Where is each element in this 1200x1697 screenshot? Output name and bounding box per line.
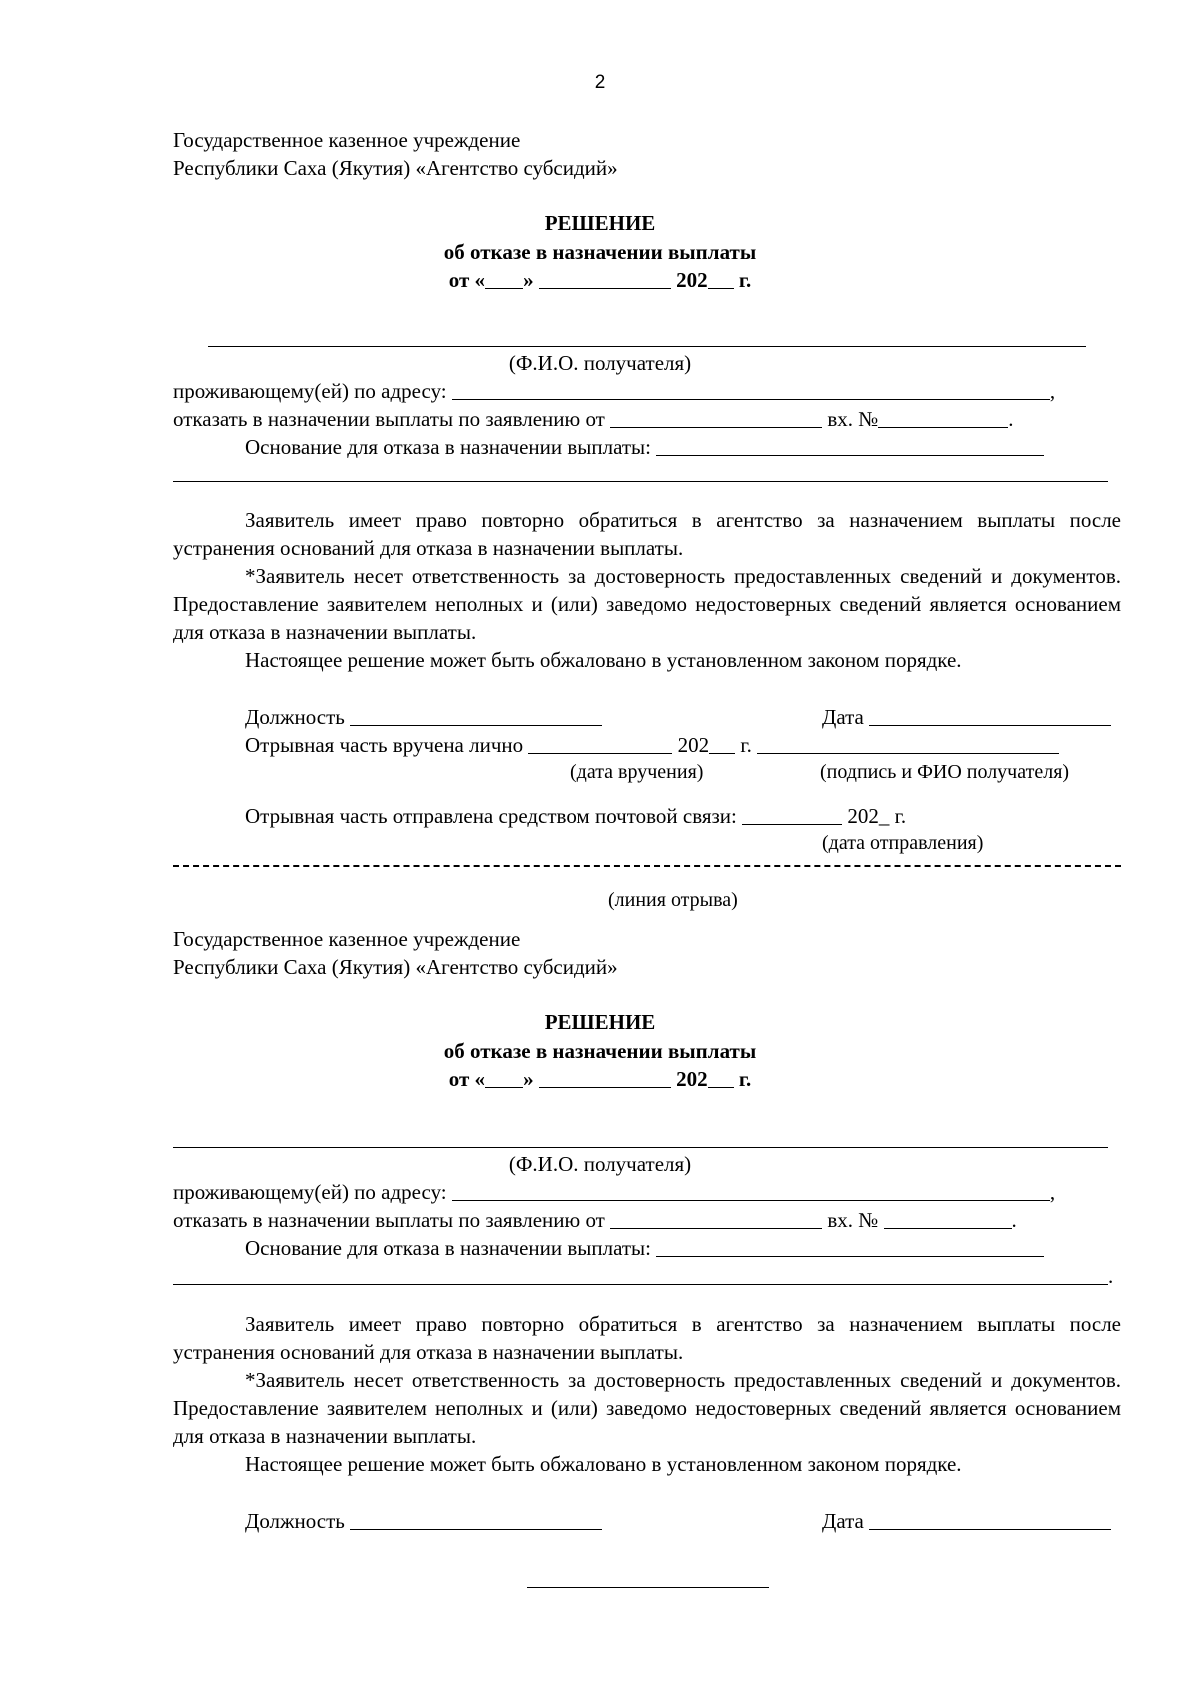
mailed-suffix: г. [894,804,907,828]
decision-subtitle: об отказе в назначении выплаты [443,240,757,264]
address-label: проживающему(ей) по адресу: [173,379,447,403]
date-year: 202 [676,1067,708,1091]
incoming-number-blank[interactable] [878,409,1008,428]
year-blank[interactable] [708,1069,734,1088]
position-blank[interactable] [350,707,602,726]
org-name-line1-copy: Государственное казенное учреждение [173,927,521,951]
basis-blank[interactable] [656,1238,1044,1257]
position-blank[interactable] [350,1511,602,1530]
year-blank[interactable] [708,270,734,289]
incoming-number-label: вх. № [827,1208,879,1232]
basis-continuation-blank[interactable] [173,481,1108,482]
decision-title-copy: РЕШЕНИЕ [544,1010,656,1034]
basis-label: Основание для отказа в назначении выплаты: [245,1236,652,1260]
address-comma: , [1049,379,1056,403]
address-blank[interactable] [452,1182,1050,1201]
mailed-date-blank[interactable] [742,806,842,825]
handed-suffix: г. [740,733,752,757]
position-label: Должность [245,705,345,729]
address-label: проживающему(ей) по адресу: [173,1180,447,1204]
decision-date-line-copy [0,1065,1200,1093]
handed-label: Отрывная часть вручена лично [245,733,524,757]
mailed-caption: (дата отправления) [822,832,984,854]
address-comma: , [1049,1180,1056,1204]
fio-blank-copy[interactable] [173,1147,1108,1148]
basis-line [245,433,1193,461]
address-line-copy [173,1178,1121,1206]
incoming-number-blank[interactable] [884,1210,1012,1229]
date-prefix: от « [448,1067,486,1091]
handed-year: 202 [677,733,710,757]
date-suffix: г. [738,1067,752,1091]
date-blank[interactable] [869,707,1111,726]
fio-caption-copy: (Ф.И.О. получателя) [508,1152,692,1176]
paragraph-responsibility-copy: *Заявитель несет ответственность за достоверность предоставленных сведений и документов. Предоставление заявителем неполных и (или) заведомо недостоверных сведений является основанием для отказа в назначении выплаты. [173,1368,1121,1448]
address-line [173,377,1121,405]
paragraph-reapply: Заявитель имеет право повторно обратиться в агентство за назначением выплаты после устранения оснований для отказа в назначении выплаты. [173,508,1121,560]
date-field [822,703,1122,731]
date-mid: » [523,268,534,292]
refuse-label: отказать в назначении выплаты по заявлению от [173,1208,605,1232]
month-blank[interactable] [539,270,671,289]
incoming-number-label: вх. № [827,407,879,431]
refuse-label: отказать в назначении выплаты по заявлению от [173,407,605,431]
mailed-year: 202_ [847,804,890,828]
date-label: Дата [822,1509,864,1533]
application-date-blank[interactable] [610,409,822,428]
position-label: Должность [245,1509,345,1533]
signature-caption: (подпись и ФИО получателя) [820,761,1070,783]
refuse-period: . [1008,407,1014,431]
paragraph-reapply-copy: Заявитель имеет право повторно обратиться в агентство за назначением выплаты после устранения оснований для отказа в назначении выплаты. [173,1312,1121,1364]
tear-line-caption: (линия отрыва) [608,889,738,911]
footer-rule [527,1587,769,1588]
handed-date-caption: (дата вручения) [570,761,704,783]
basis-period: . [1108,1264,1114,1288]
refuse-line-copy [173,1206,1121,1234]
decision-title: РЕШЕНИЕ [544,211,656,235]
day-blank[interactable] [485,270,523,289]
date-mid: » [523,1067,534,1091]
date-prefix: от « [448,268,486,292]
mailed-label: Отрывная часть отправлена средством почтовой связи: [245,804,737,828]
date-year: 202 [676,268,708,292]
basis-line-copy [245,1234,1193,1262]
day-blank[interactable] [485,1069,523,1088]
decision-subtitle-copy: об отказе в назначении выплаты [443,1039,757,1063]
month-blank[interactable] [539,1069,671,1088]
paragraph-appeal: Настоящее решение может быть обжаловано в установленном законом порядке. [245,648,962,672]
date-label: Дата [822,705,864,729]
mailed-line [245,802,1193,830]
refuse-period: . [1011,1208,1017,1232]
application-date-blank[interactable] [610,1210,822,1229]
fio-caption: (Ф.И.О. получателя) [508,351,692,375]
basis-blank[interactable] [656,437,1044,456]
refuse-line [173,405,1121,433]
signature-blank[interactable] [757,735,1059,754]
basis-label: Основание для отказа в назначении выплаты: [245,435,652,459]
handed-year-blank[interactable] [709,735,735,754]
date-suffix: г. [738,268,752,292]
decision-date-line [0,266,1200,294]
fio-blank[interactable] [208,346,1086,347]
basis-continuation-line-copy [173,1262,1121,1290]
handed-line [245,731,1193,759]
org-name-line2-copy: Республики Саха (Якутия) «Агентство субсидий» [173,955,618,979]
basis-continuation-blank[interactable] [173,1266,1108,1285]
handed-date-blank[interactable] [528,735,672,754]
paragraph-responsibility: *Заявитель несет ответственность за достоверность предоставленных сведений и документов. Предоставление заявителем неполных и (или) заведомо недостоверных сведений является основанием для отказа в назначении выплаты. [173,564,1121,644]
date-blank[interactable] [869,1511,1111,1530]
org-name-line2: Республики Саха (Якутия) «Агентство субсидий» [173,156,618,180]
paragraph-appeal-copy: Настоящее решение может быть обжаловано в установленном законом порядке. [245,1452,962,1476]
address-blank[interactable] [452,381,1050,400]
org-name-line1: Государственное казенное учреждение [173,128,521,152]
date-field-copy [822,1507,1122,1535]
page-number: 2 [594,72,606,93]
tear-line [173,865,1121,867]
